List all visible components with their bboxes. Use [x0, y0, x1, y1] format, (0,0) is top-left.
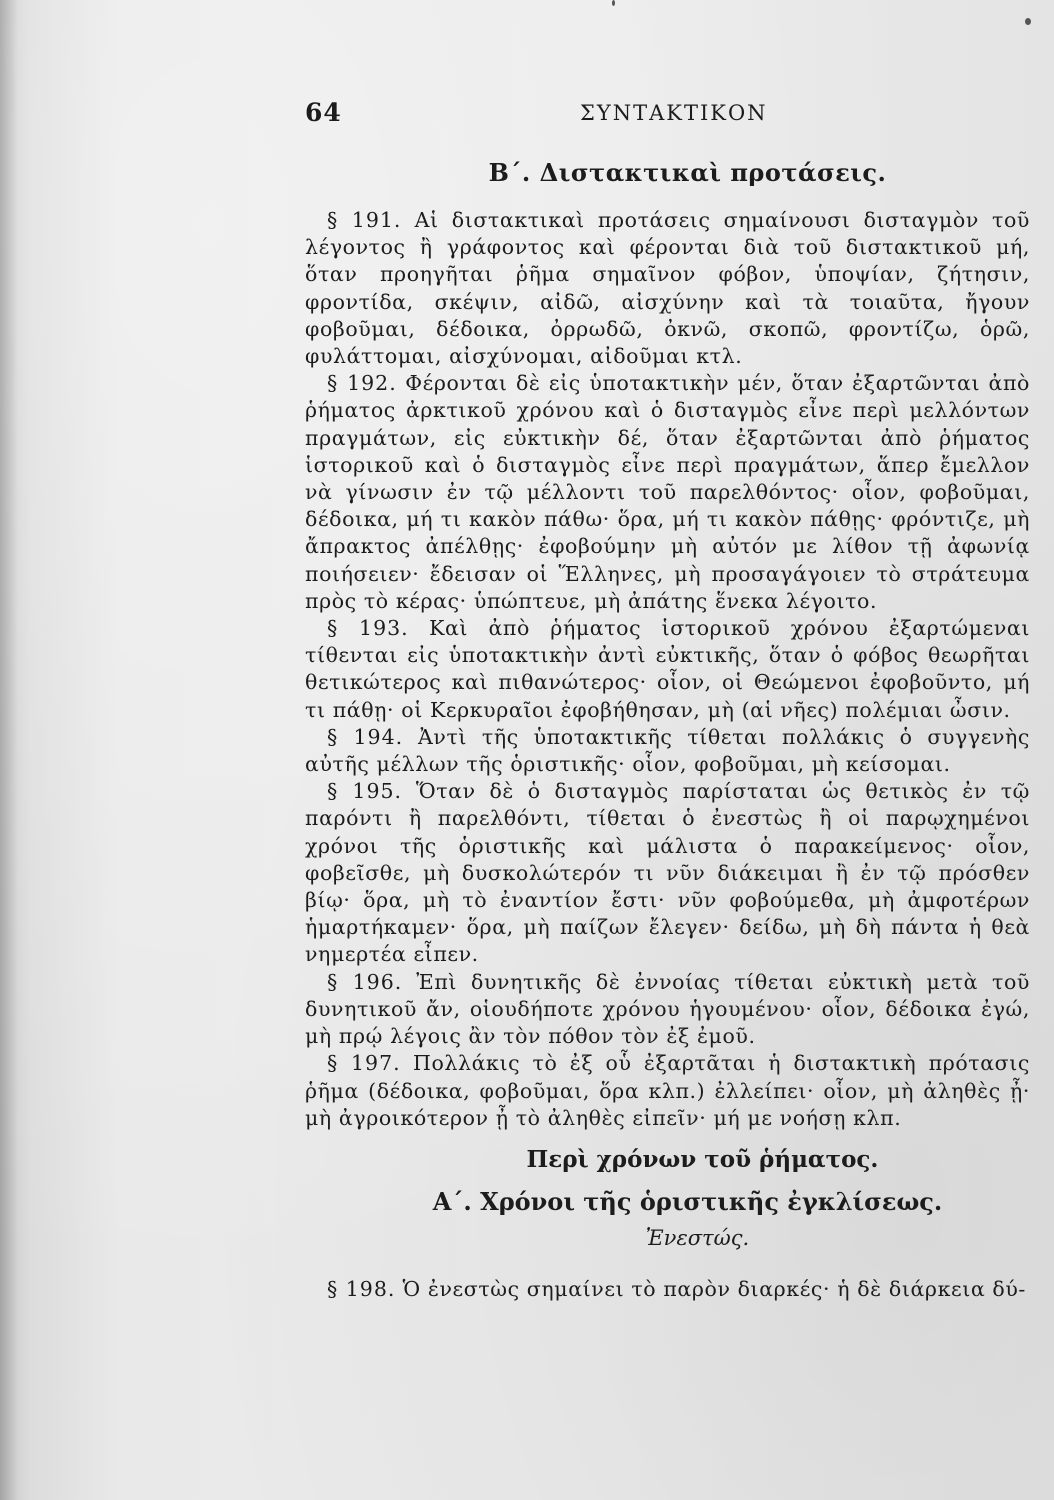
section-number: § 193.: [327, 616, 409, 641]
chapter-heading: Περὶ χρόνων τοῦ ῥήματος.: [526, 1145, 879, 1173]
section-number: § 197.: [327, 1051, 401, 1076]
section-number: § 191.: [327, 208, 402, 232]
paragraph-198: [305, 1276, 1030, 1303]
paragraph-text: Ὅταν δὲ ὁ δισταγμὸς παρίσταται ὡς θετικὸς ἐν τῷ παρόντι ἢ παρελθόντι, τίθεται ὁ ἐνεστὼς ἢ οἱ παρῳχημένοι χρόνοι τῆς ὁριστικῆς καὶ μάλιστα ὁ παρακείμενος· οἷον, φοβεῖσθε, μὴ δυσκολώτερόν τι νῦν διάκειμαι ἢ ἐν τῷ πρόσθεν βίῳ· ὅρα, μὴ τὸ ἐναντίον ἔστι· νῦν φοβούμεθα, μὴ ἀμφοτέρων ἡμαρτήκαμεν· ὅρα, μὴ παίζων ἔλεγεν· δείδω, μὴ δὴ πάντα ἡ θεὰ νημερτέα εἶπεν.: [305, 779, 1030, 967]
paragraph-195: [305, 778, 1030, 968]
ink-speck: [1025, 18, 1031, 25]
ink-speck: [612, 0, 615, 6]
section-number: § 196.: [327, 969, 403, 994]
running-title: ΣΥΝΤΑΚΤΙΚΟΝ: [580, 101, 768, 125]
paragraph-text: Ὁ ἐνεστὼς σημαίνει τὸ παρὸν διαρκές· ἡ δὲ διάρκεια δύ-: [402, 1276, 1026, 1301]
paragraph-text: Πολλάκις τὸ ἐξ οὗ ἐξαρτᾶται ἡ διστακτικὴ πρότασις ῥῆμα (δέδοικα, φοβοῦμαι, ὅρα κλπ.) ἐλλείπει· οἷον, μὴ ἀληθὲς ᾖ· μὴ ἀγροικότερον ᾖ τὸ ἀληθὲς εἰπεῖν· μή με νοήσῃ κλπ.: [305, 1051, 1030, 1130]
section-number: § 198.: [327, 1276, 396, 1301]
paragraph-text: Φέρονται δὲ εἰς ὑποτακτικὴν μέν, ὅταν ἐξαρτῶνται ἀπὸ ῥήματος ἀρκτικοῦ χρόνου καὶ ὁ δισταγμὸς εἶνε περὶ μελλόντων πραγμάτων, εἰς εὐκτικὴν δέ, ὅταν ἐξαρτῶνται ἀπὸ ῥήματος ἱστορικοῦ καὶ ὁ δισταγμὸς εἶνε περὶ πραγμάτων, ἅπερ ἔμελλον νὰ γίνωσιν ἐν τῷ μέλλοντι τοῦ παρελθόντος· οἷον, φοβοῦμαι, δέδοικα, μή τι κακὸν πάθω· ὅρα, μή τι κακὸν πάθῃς· φρόντιζε, μὴ ἄπρακτος ἀπέλθῃς· ἐφοβούμην μὴ αὐτόν με λίθον τῇ ἀφωνίᾳ ποιήσειεν· ἔδεισαν οἱ Ἕλληνες, μὴ προσαγάγοιεν τὸ στράτευμα πρὸς τὸ κέρας· ὑπώπτευε, μὴ ἀπάτης ἕνεκα λέγοιτο.: [305, 371, 1030, 613]
paragraph-191: [305, 207, 1030, 370]
page-number: 64: [305, 98, 342, 127]
section-number: § 195.: [327, 779, 403, 804]
paragraph-text: Καὶ ἀπὸ ῥήματος ἱστορικοῦ χρόνου ἐξαρτώμεναι τίθενται εἰς ὑποτακτικὴν ἀντὶ εὐκτικῆς, ὅταν ὁ φόβος θεωρῆται θετικώτερος καὶ πιθανώτερος· οἷον, οἱ Θεώμενοι ἐφοβοῦντο, μή τι πάθῃ· οἱ Κερκυραῖοι ἐφοβήθησαν, μὴ (αἱ νῆες) πολέμιαι ὦσιν.: [305, 616, 1030, 722]
paragraph-193: [305, 615, 1030, 724]
paragraph-text: Αἱ διστακτικαὶ προτάσεις σημαίνουσι δισταγμὸν τοῦ λέγοντος ἢ γράφοντος καὶ φέρονται διὰ τοῦ διστακτικοῦ μή, ὅταν προηγῆται ῥῆμα σημαῖνον φόβον, ὑποψίαν, ζήτησιν, φροντίδα, σκέψιν, αἰδῶ, αἰσχύνην καὶ τὰ τοιαῦτα, ἤγουν φοβοῦμαι, δέδοικα, ὀρρωδῶ, ὀκνῶ, σκοπῶ, φροντίζω, ὁρῶ, φυλάττομαι, αἰσχύνομαι, αἰδοῦμαι κτλ.: [305, 208, 1030, 369]
sub-heading: Α΄. Χρόνοι τῆς ὁριστικῆς ἐγκλίσεως.: [432, 1186, 943, 1216]
paragraph-197: [305, 1050, 1030, 1132]
page-body: [305, 158, 1030, 1303]
paragraph-text: Ἐπὶ δυνητικῆς δὲ ἐννοίας τίθεται εὐκτικὴ μετὰ τοῦ δυνητικοῦ ἄν, οἱουδήποτε χρόνου ἡγουμένου· οἷον, δέδοικα ἐγώ, μὴ πρῴ λέγοις ἂν τὸν πόθον τὸν ἐξ ἐμοῦ.: [305, 969, 1030, 1049]
paragraph-196: [305, 969, 1030, 1051]
paragraph-192: [305, 370, 1030, 615]
section-number: § 194.: [327, 724, 404, 749]
chapter-headings: [305, 1146, 1030, 1250]
paragraph-194: [305, 724, 1030, 778]
section-heading: Β΄. Διστακτικαὶ προτάσεις.: [488, 158, 887, 187]
section-number: § 192.: [327, 371, 397, 396]
italic-heading: Ἐνεστώς.: [645, 1225, 750, 1250]
paragraph-text: Ἀντὶ τῆς ὑποτακτικῆς τίθεται πολλάκις ὁ συγγενὴς αὐτῆς μέλλων τῆς ὁριστικῆς· οἷον, φοβοῦμαι, μὴ κείσομαι.: [305, 724, 1030, 777]
running-head: [0, 98, 1054, 138]
page-edge-shadow: [0, 0, 18, 1500]
